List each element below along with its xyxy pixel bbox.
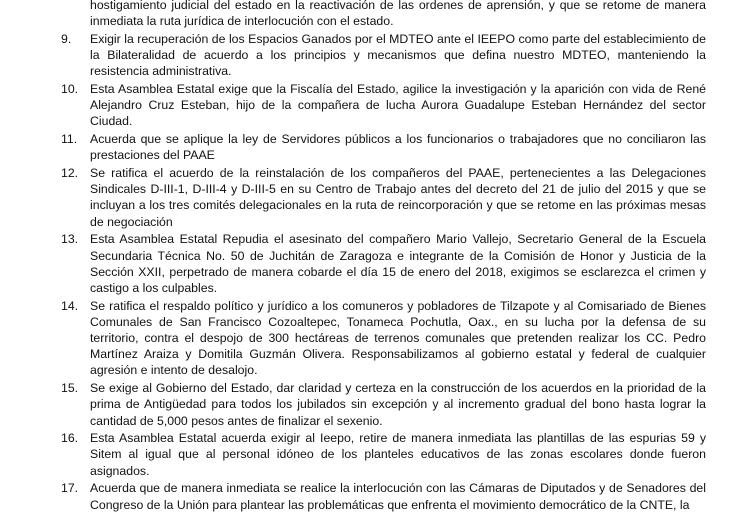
item-number: 10. [61,82,79,97]
list-item [0,131,741,163]
item-number: 9. [61,31,72,46]
item-number: 13. [61,232,79,247]
list-item [0,298,741,379]
item-number: 17. [61,481,79,496]
list-item [0,0,741,29]
item-text: Se ratifica el respaldo político y jurídico a los comuneros y pobladores de Tilzapote y al Comisariado de Bienes Comunales de San Francisco Cozoaltepec, Tonameca Pochutla, Oax., en su lucha por la defensa de su territorio, contra el despojo de 300 hectáreas de terrenos comunales que pretenden realizar los CC. Pedro Martínez Araiza y Domitila Guzmán Olivera. Responsabilizamos al gobierno estatal y federal de cualquier agresión e intento de desalojo. [90,298,706,378]
list-item [0,231,741,296]
item-text: Exigir la recuperación de los Espacios Ganados por el MDTEO ante el IEEPO como parte del establecimiento de la Bilateralidad de acuerdo a los principios y mecanismos que defina nuestro MDTEO, manteniendo la resistencia administrativa. [90,31,706,79]
list-item [0,380,741,429]
list-item [0,430,741,479]
list-item [0,165,741,230]
list-item [0,31,741,80]
list-item [0,81,741,130]
item-text: Esta Asamblea Estatal exige que la Fiscalía del Estado, agilice la investigación y la aparición con vida de René Alejandro Cruz Esteban, hijo de la compañera de lucha Aurora Guadalupe Esteban Hernández del sector Ciudad. [90,82,706,129]
item-number: 15. [61,381,79,396]
item-text: Se exige al Gobierno del Estado, dar claridad y certeza en la construcción de los acuerdos en la prioridad de la prima de Antigüedad para todos los jubilados sin excepción y al incremento gradual del bono hasta lograr la cantidad de 5,000 pesos antes de finalizar el sexenio. [90,381,706,428]
item-text: Se ratifica el acuerdo de la reinstalación de los compañeros del PAAE, pertenecientes a las Delegaciones Sindicales D-III-1, D-III-4 y D-III-5 en su Centro de Trabajo antes del decreto del 21 de julio del 2015 y que se incluyan a los tres comités delegacionales en la ruta de reincorporación y que se retome en las próximas mesas de negociación [90,166,706,229]
item-text: Esta Asamblea Estatal Repudia el asesinato del compañero Mario Vallejo, Secretario General de la Escuela Secundaria Técnica No. 50 de Juchitán de Zaragoza e integrante de la Comisión de Honor y Justicia de la Sección XXII, perpetrado de manera cobarde el día 15 de enero del 2018, exigimos se esclarezca el crimen y castigo a los culpables. [90,232,706,295]
list-item [0,480,741,512]
item-number: 11. [61,132,78,147]
item-number: 14. [61,298,79,313]
item-number: 12. [61,166,79,181]
item-text: Acuerda que de manera inmediata se realice la interlocución con las Cámaras de Diputados y de Senadores del Congreso de la Unión para plantear las problemáticas que enfrenta el movimiento democrático de la CNTE, la [90,481,706,512]
item-text: Esta Asamblea Estatal acuerda exigir al Ieepo, retire de manera inmediata las plantillas de las espurias 59 y Sitem al igual que al personal idóneo de los planteles educativos de las zonas escolares donde fueron asignados. [90,431,706,478]
item-number: 16. [61,431,79,446]
item-text: hostigamiento judicial del estado en la reactivación de las ordenes de aprensión, y que se retome de manera inmediata la ruta jurídica de interlocución con el estado. [90,0,706,29]
item-text: Acuerda que se aplique la ley de Servidores públicos a los funcionarios o trabajadores que no conciliaron las prestaciones del PAAE [90,132,706,163]
